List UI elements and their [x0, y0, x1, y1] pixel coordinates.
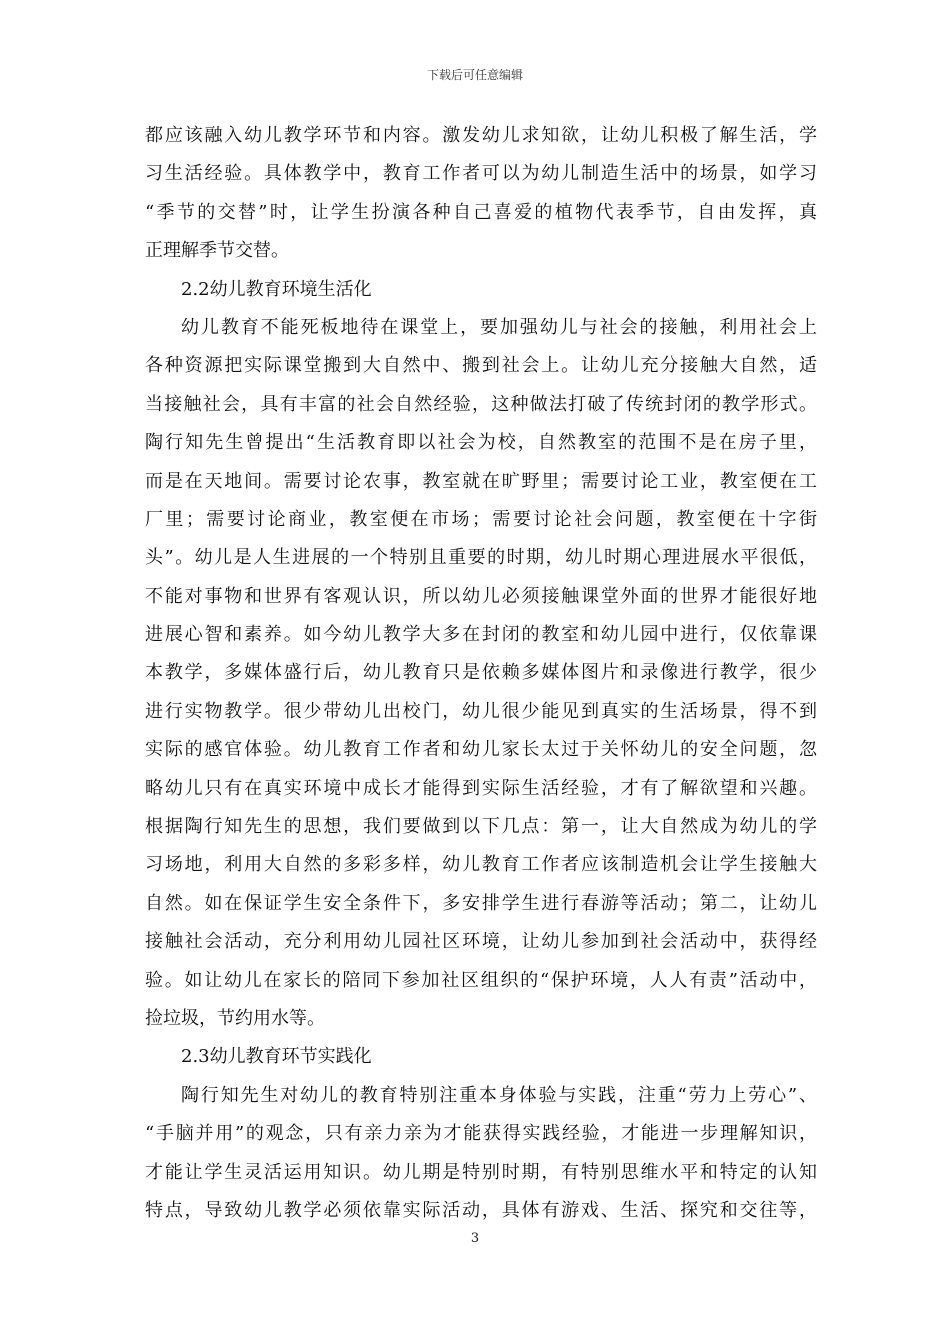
text-line: 自然。如在保证学生安全条件下，多安排学生进行春游等活动；第二，让幼儿 [145, 892, 817, 914]
section-heading: 2.3幼儿教育环节实践化 [181, 1046, 372, 1068]
text-line: 幼儿教育不能死板地待在课堂上，要加强幼儿与社会的接触，利用社会上 [181, 316, 817, 338]
document-body [145, 117, 817, 1230]
text-line: 厂里；需要讨论商业，教室便在市场；需要讨论社会问题，教室便在十字街 [145, 508, 817, 530]
text-line: 验。如让幼儿在家长的陪同下参加社区组织的“保护环境，人人有责”活动中， [145, 969, 817, 991]
text-line: 各种资源把实际课堂搬到大自然中、搬到社会上。让幼儿充分接触大自然，适 [145, 355, 817, 377]
text-line: 捡垃圾，节约用水等。 [145, 1007, 325, 1029]
text-line: “手脑并用”的观念，只有亲力亲为才能获得实践经验，才能进一步理解知识， [145, 1123, 817, 1145]
text-line: “季节的交替”时，让学生扮演各种自己喜爱的植物代表季节，自由发挥，真 [145, 201, 817, 223]
text-line: 习生活经验。具体教学中，教育工作者可以为幼儿制造生活中的场景，如学习 [145, 163, 817, 185]
text-line: 正理解季节交替。 [145, 240, 289, 262]
text-line: 而是在天地间。需要讨论农事，教室就在旷野里；需要讨论工业，教室便在工 [145, 470, 817, 492]
page-number: 3 [470, 1231, 480, 1246]
text-line: 才能让学生灵活运用知识。幼儿期是特别时期，有特别思维水平和特定的认知 [145, 1161, 817, 1183]
text-line: 进展心智和素养。如今幼儿教学大多在封闭的教室和幼儿园中进行，仅依靠课 [145, 624, 817, 646]
text-line: 陶行知先生对幼儿的教育特别注重本身体验与实践，注重“劳力上劳心”、 [181, 1084, 817, 1106]
text-line: 当接触社会，具有丰富的社会自然经验，这种做法打破了传统封闭的教学形式。 [145, 393, 817, 415]
text-line: 根据陶行知先生的思想，我们要做到以下几点：第一，让大自然成为幼儿的学 [145, 816, 817, 838]
text-line: 特点，导致幼儿教学必须依靠实际活动，具体有游戏、生活、探究和交往等， [145, 1199, 817, 1221]
page-header: 下载后可任意编辑 [426, 68, 523, 82]
text-line: 进行实物教学。很少带幼儿出校门，幼儿很少能见到真实的生活场景，得不到 [145, 700, 817, 722]
text-line: 头”。幼儿是人生进展的一个特别且重要的时期，幼儿时期心理进展水平很低， [145, 547, 817, 569]
section-heading: 2.2幼儿教育环境生活化 [181, 278, 372, 300]
text-line: 不能对事物和世界有客观认识，所以幼儿必须接触课堂外面的世界才能很好地 [145, 585, 817, 607]
text-line: 陶行知先生曾提出“生活教育即以社会为校，自然教室的范围不是在房子里， [145, 432, 817, 454]
text-line: 习场地，利用大自然的多彩多样，幼儿教育工作者应该制造机会让学生接触大 [145, 854, 817, 876]
text-line: 略幼儿只有在真实环境中成长才能得到实际生活经验，才有了解欲望和兴趣。 [145, 777, 817, 799]
text-line: 本教学，多媒体盛行后，幼儿教育只是依赖多媒体图片和录像进行教学，很少 [145, 662, 817, 684]
text-line: 都应该融入幼儿教学环节和内容。激发幼儿求知欲，让幼儿积极了解生活，学 [145, 125, 817, 146]
text-line: 接触社会活动，充分利用幼儿园社区环境，让幼儿参加到社会活动中，获得经 [145, 931, 817, 953]
text-line: 实际的感官体验。幼儿教育工作者和幼儿家长太过于关怀幼儿的安全问题，忽 [145, 739, 817, 761]
